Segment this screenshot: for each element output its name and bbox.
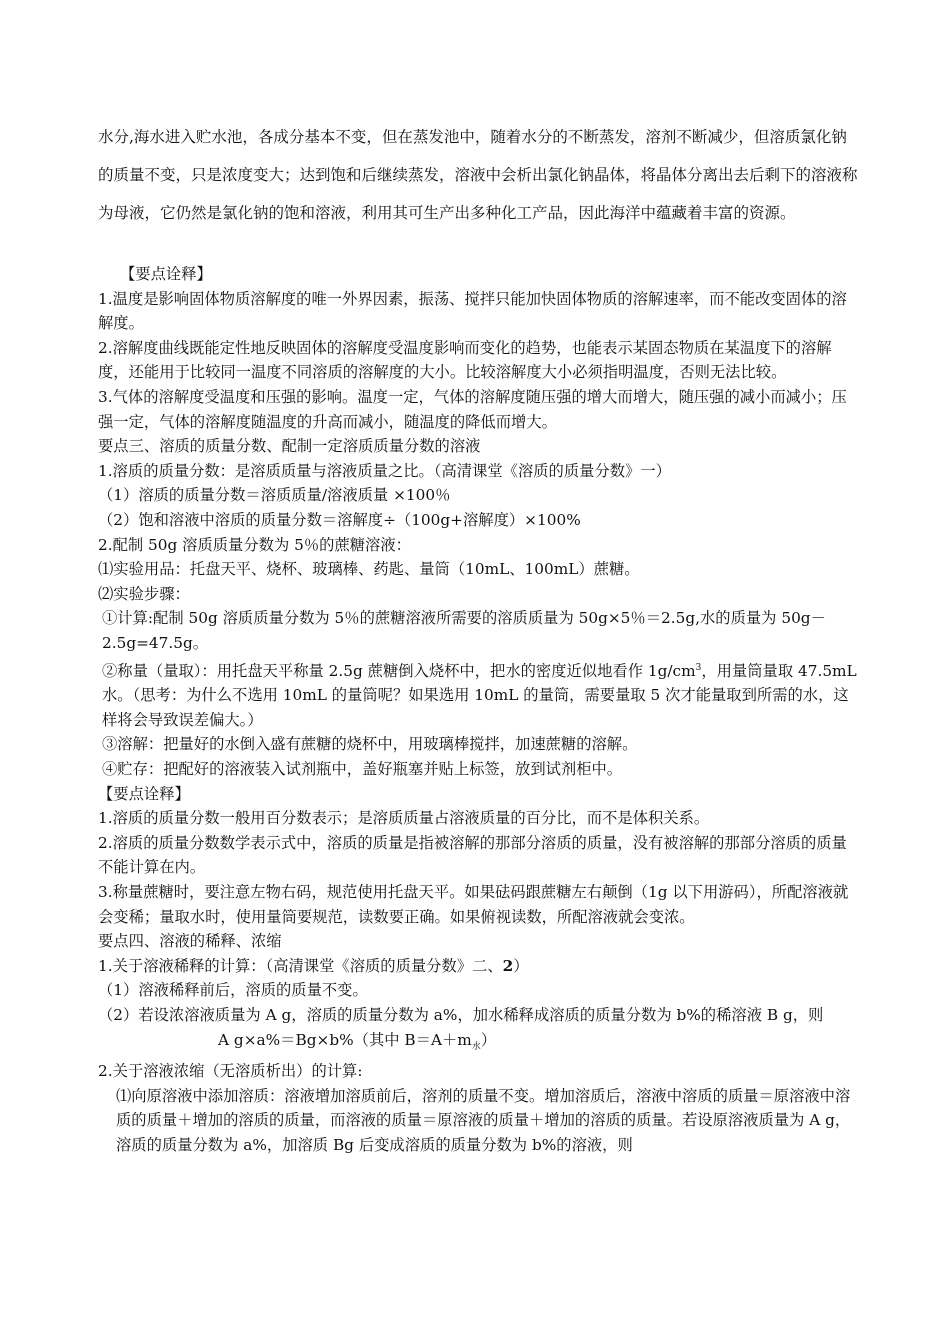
section-3-point-1: 1.溶质的质量分数：是溶质质量与溶液质量之比。（高清课堂《溶质的质量分数》一） (98, 461, 671, 480)
step-3: ③溶解：把量好的水倒入盛有蔗糖的烧杯中，用玻璃棒搅拌，加速蔗糖的溶解。 (102, 735, 638, 754)
formula-subscript: 水 (471, 1041, 481, 1052)
intro-paragraph: 水分,海水进入贮水池，各成分基本不变，但在蒸发池中，随着水分的不断蒸发，溶剂不断减少，但溶质氯化钠的质量不变，只是浓度变大；达到饱和后继续蒸发，溶液中会析出氯化钠晶体，将晶体分离出去后剩下的溶液称为母液，它仍然是氯化钠的饱和溶液，利用其可生产出多种化工产品，因此海洋中蕴藏着丰富的资源。 (98, 128, 858, 222)
section-3-point-1b: （2）饱和溶液中溶质的质量分数＝溶解度÷（100g+溶解度）×100% (98, 510, 581, 529)
note-heading-1: 【要点诠释】 (120, 265, 212, 283)
formula-text-b: ） (480, 1030, 497, 1049)
section-3-point-1a: （1）溶质的质量分数＝溶质质量/溶液质量 ×100％ (98, 486, 451, 505)
step-2 (98, 656, 858, 733)
section-3-point-2b: ⑵实验步骤： (98, 584, 190, 603)
step-1: ①计算:配制 50g 溶质质量分数为 5％的蔗糖溶液所需要的溶质质量为 50g×5％＝2.5g,水的质量为 50g－2.5g=47.5g。 (102, 609, 826, 652)
step-2-text-a: ②称量（量取）：用托盘天平称量 2.5g 蔗糖倒入烧杯中，把水的密度近似地看作 1g/cm (102, 661, 696, 680)
section-3-point-2a: ⑴实验用品：托盘天平、烧杯、玻璃棒、药匙、量筒（10mL、100mL）蔗糖。 (98, 560, 640, 579)
section-4-point-1-bold: 2 (502, 956, 514, 975)
note-1-item-2: 2.溶解度曲线既能定性地反映固体的溶解度受温度影响而变化的趋势，也能表示某固态物质在某温度下的溶解度，还能用于比较同一温度不同溶质的溶解度的大小。比较溶解度大小必须指明温度，否则无法比较。 (98, 338, 832, 382)
formula-text-a: A g×a%＝Bg×b%（其中 B＝A＋m (218, 1030, 472, 1049)
step-2-text-b: ，用量筒量取 47.5mL 水。（思考：为什么不选用 10mL 的量筒呢？如果选用 10mL 的量筒，需要量取 5 次才能量取到所需的水，这样将会导致误差偏大。） (102, 661, 857, 729)
section-4-point-2: 2.关于溶液浓缩（无溶质析出）的计算: (98, 1062, 363, 1081)
note-1-item-1: 1.温度是影响固体物质溶解度的唯一外界因素，振荡、搅拌只能加快固体物质的溶解速率，而不能改变固体的溶解度。 (98, 289, 847, 333)
step-4: ④贮存：把配好的溶液装入试剂瓶中，盖好瓶塞并贴上标签，放到试剂柜中。 (102, 759, 623, 778)
section-3-point-2: 2.配制 50g 溶质质量分数为 5％的蔗糖溶液： (98, 535, 411, 554)
note-2-item-1: 1.溶质的质量分数一般用百分数表示；是溶质质量占溶液质量的百分比，而不是体积关系。 (98, 809, 710, 828)
section-4-heading: 要点四、溶液的稀释、浓缩 (98, 932, 282, 951)
section-4-point-1 (98, 954, 858, 979)
section-4-point-1-1: （1）溶液稀释前后，溶质的质量不变。 (98, 981, 368, 1000)
section-3-heading: 要点三、溶质的质量分数、配制一定溶质质量分数的溶液 (98, 437, 481, 456)
dilution-formula (98, 1028, 858, 1060)
note-2-item-2: 2.溶质的质量分数数学表示式中，溶质的质量是指被溶解的那部分溶质的质量，没有被溶解的那部分溶质的质量不能计算在内。 (98, 833, 847, 877)
section-4-point-1-2: （2）若设浓溶液质量为 A g，溶质的质量分数为 a%，加水稀释成溶质的质量分数为 b%的稀溶液 B g，则 (98, 1005, 824, 1024)
section-4-point-2a: ⑴向原溶液中添加溶质：溶液增加溶质前后，溶剂的质量不变。增加溶质后，溶液中溶质的质量＝原溶液中溶质的质量＋增加的溶质的质量，而溶液的质量＝原溶液的质量＋增加的溶质的质量。若设原溶液质量为 A g，溶质的质量分数为 a%，加溶质 Bg 后变成溶质的质量分数为 b%的溶液，则 (116, 1086, 851, 1154)
section-4-point-1-close: ） (513, 956, 529, 975)
note-1-item-3: 3.气体的溶解度受温度和压强的影响。温度一定，气体的溶解度随压强的增大而增大，随压强的减小而减小；压强一定，气体的溶解度随温度的升高而减小，随温度的降低而增大。 (98, 387, 847, 431)
note-heading-2: 【要点诠释】 (98, 784, 190, 803)
document-body (98, 262, 858, 1158)
note-2-item-3: 3.称量蔗糖时，要注意左物右码，规范使用托盘天平。如果砝码跟蔗糖左右颠倒（1g 以下用游码），所配溶液就会变稀；量取水时，使用量筒要规范，读数要正确。如果俯视读数，所配溶液就会变浓。 (98, 882, 849, 926)
section-4-point-1-text: 1.关于溶液稀释的计算：（高清课堂《溶质的质量分数》二、 (98, 956, 503, 975)
step-2-superscript: 3 (695, 662, 702, 673)
